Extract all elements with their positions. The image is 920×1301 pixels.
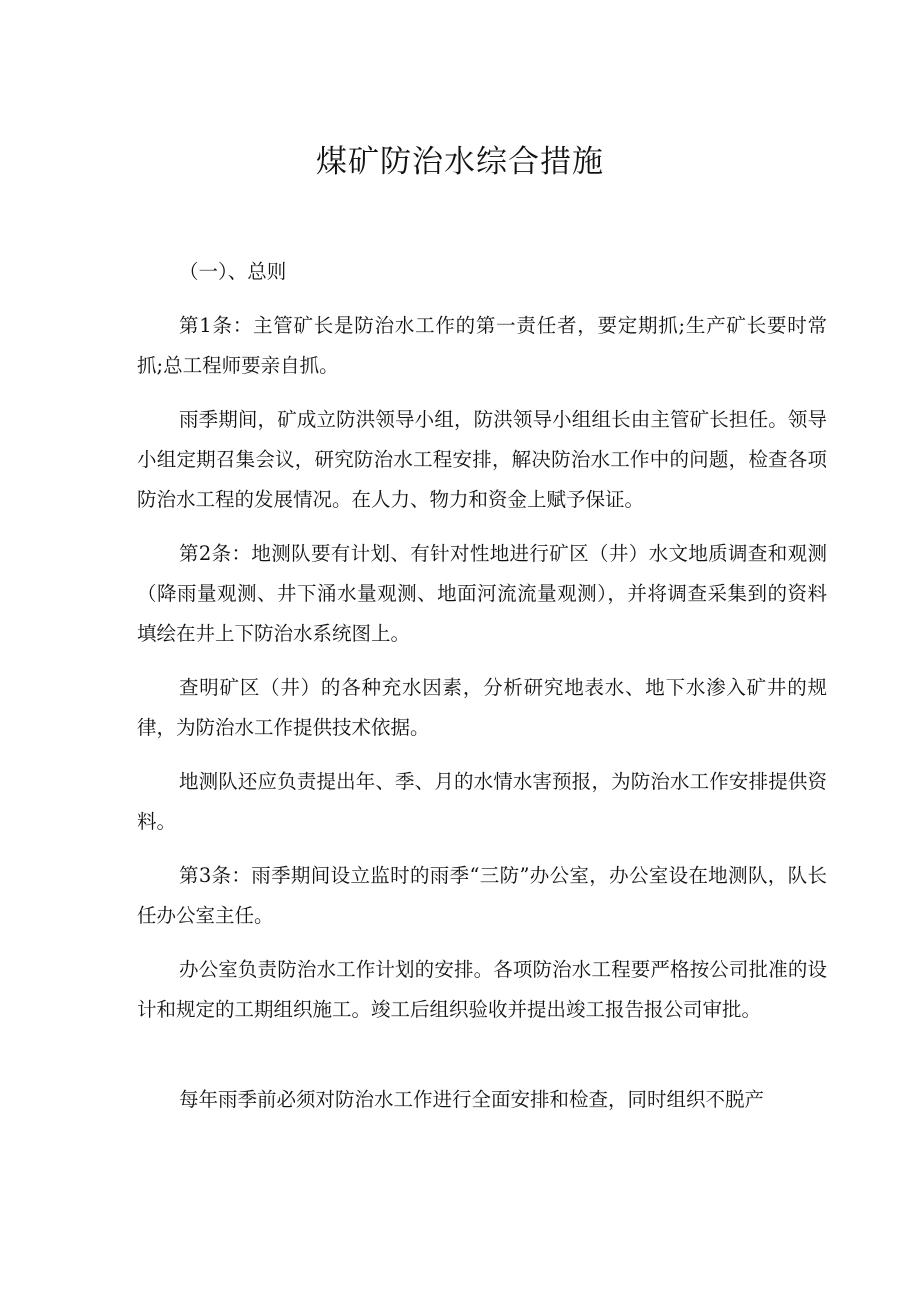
paragraph-water-factors: 查明矿区（井）的各种充水因素，分析研究地表水、地下水渗入矿井的规律，为防治水工作提供技术依据。 <box>137 676 827 739</box>
paragraph-article-3: 第3条：雨季期间设立监时的雨季“三防”办公室，办公室设在地测队，队长任办公室主任。 <box>137 864 827 927</box>
paragraph-annual-check: 每年雨季前必须对防治水工作进行全面安排和检查，同时组织不脱产 <box>179 1088 765 1111</box>
paragraph-article-2: 第2条：地测队要有计划、有针对性地进行矿区（井）水文地质调查和观测（降雨量观测、井下涌水量观测、地面河流流量观测），并将调查采集到的资料填绘在井上下防治水系统图上。 <box>137 542 827 645</box>
paragraph-office-duties: 办公室负责防治水工作计划的安排。各项防治水工程要严格按公司批准的设计和规定的工期组织施工。竣工后组织验收并提出竣工报告报公司审批。 <box>137 958 827 1021</box>
section-heading: （一）、总则 <box>179 260 287 283</box>
document-title: 煤矿防治水综合措施 <box>316 144 604 180</box>
paragraph-article-1: 第1条：主管矿长是防治水工作的第一责任者，要定期抓;生产矿长要时常抓;总工程师要亲自抓。 <box>137 314 827 377</box>
paragraph-forecast: 地测队还应负责提出年、季、月的水情水害预报，为防治水工作安排提供资料。 <box>137 770 827 833</box>
document-body <box>137 252 827 1120</box>
paragraph-flood-group: 雨季期间，矿成立防洪领导小组，防洪领导小组组长由主管矿长担任。领导小组定期召集会议，研究防治水工程安排，解决防治水工作中的问题，检查各项防治水工程的发展情况。在人力、物力和资金上赋予保证。 <box>137 408 827 511</box>
